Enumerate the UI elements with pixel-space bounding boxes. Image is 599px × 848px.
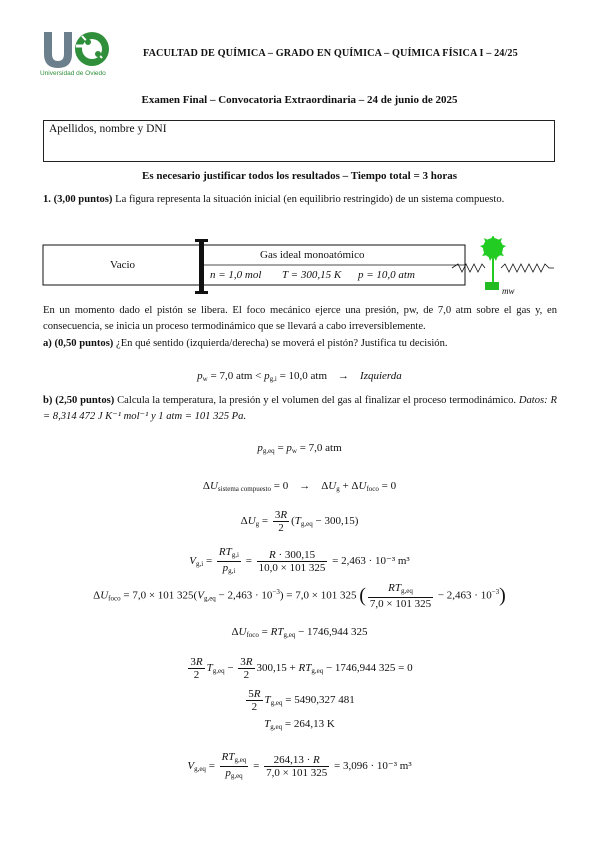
faculty-header: FACULTAD DE QUÍMICA – GRADO EN QUÍMICA – QUÍMICA FÍSICA I – 24/25	[143, 48, 518, 59]
part-a	[43, 336, 557, 352]
eq-vgi: $V_{g,i}$ = $\frac{RT_{g,i}}{p_{g,i}}$ = $\frac{R \cdot 300,15}{10,0 \times 101 325}$ = 2,463 · 10⁻³ m³	[189, 546, 410, 575]
vgeq-result: 3,096 · 10⁻³ m³	[343, 760, 412, 773]
eq-du-total: $\Delta U_{sistema compuesto} = 0$ → $\Delta U_g + \Delta U_{foco} = 0$	[202, 480, 397, 493]
eq-vgeq: $V_{g,eq}$ = $\frac{RT_{g,eq}}{p_{g,eq}}$ = $\frac{264,13 \cdot R}{7,0 \times 101 325}$ = 3,096 · 10⁻³ m³	[187, 751, 412, 780]
vacuum-label: Vacio	[110, 259, 136, 271]
name-field[interactable]	[43, 120, 555, 162]
exam-title: Examen Final – Convocatoria Extraordinaria – 24 de junio de 2025	[141, 94, 458, 106]
eq-du-foco: $\Delta U_{foco} = 7,0 \times 101$ $325(V_{g,eq} - 2,463 \cdot 10^{-3}) = 7,0 \times 101$ 325 ( $\frac{RT_{g,eq}}{7,0 \times 101 325}$ − $2,463 \cdot 10^{-3}$)	[93, 582, 506, 610]
problem1-statement	[43, 192, 557, 208]
problem1-number: 1. (3,00 puntos)	[43, 194, 113, 205]
p-value: p = 10,0 atm	[358, 269, 415, 281]
part-a-label: a) (0,50 puntos)	[43, 338, 114, 349]
part-a-answer: Izquierda	[360, 370, 402, 382]
instructions: Es necesario justificar todos los resultados – Tiempo total = 3 horas	[142, 170, 457, 182]
eq-du-g: $\Delta U_g$ = $\frac{3R}{2}$ $(T_{g,eq} - 300,15)$	[240, 509, 359, 534]
T-value: T = 300,15 K	[282, 269, 342, 281]
eq-peq: $p_{g,eq} = p_w = 7,0$ atm	[257, 442, 342, 455]
n-value: n = 1,0 mol	[210, 269, 262, 281]
piston-figure	[40, 236, 560, 300]
name-field-label: Apellidos, nombre y DNI	[49, 123, 167, 135]
eq-part-a: $p_w = 7,0$ atm < $p_{g,i} = 10,0$ atm → Izquierda	[197, 370, 402, 383]
part-b-label: b) (2,50 puntos)	[43, 395, 115, 406]
part-a-text: ¿En qué sentido (izquierda/derecha) se moverá el pistón? Justifica tu decisión.	[116, 338, 448, 349]
eq-foco-result: $\Delta U_{foco} = RT_{g,eq} - 1746,944$ 325	[231, 626, 368, 639]
part-b-data: Datos: R = 8,314 472 J K⁻¹ mol⁻¹ y 1 atm = 101 325 Pa.	[43, 395, 557, 422]
problem1-text: La figura representa la situación inicial (en equilibrio restringido) de un sistema compuesto.	[115, 194, 505, 205]
vgi-result: 2,463 · 10⁻³ m³	[341, 555, 410, 568]
eq-T-result: $T_{g,eq} = 264,13$ K	[264, 718, 335, 731]
logo-text: Universidad de Oviedo	[40, 70, 106, 77]
part-b	[43, 393, 557, 424]
eq-sum: $\frac{3R}{2}$ $T_{g,eq}$ − $\frac{3R}{2}$ $300,15 + RT_{g,eq} - 1746,944$ 325 = 0	[190, 656, 413, 681]
part-b-text: Calcula la temperatura, la presión y el volumen del gas al finalizar el proceso termodinámico.	[117, 395, 517, 406]
gas-label: Gas ideal monoatómico	[260, 249, 365, 261]
university-logo	[40, 28, 120, 82]
problem1-text2: En un momento dado el pistón se libera. El foco mecánico ejerce una presión, pw, de 7,0 atm sobre el gas y, en consecuencia, se inicia un proceso termodinámico que se llevará a cabo irreversiblemente.	[43, 305, 557, 332]
mass-label: mw	[502, 286, 515, 296]
eq-five-r: $\frac{5R}{2}$ $T_{g,eq} = 5490,327$ 481	[248, 688, 355, 713]
